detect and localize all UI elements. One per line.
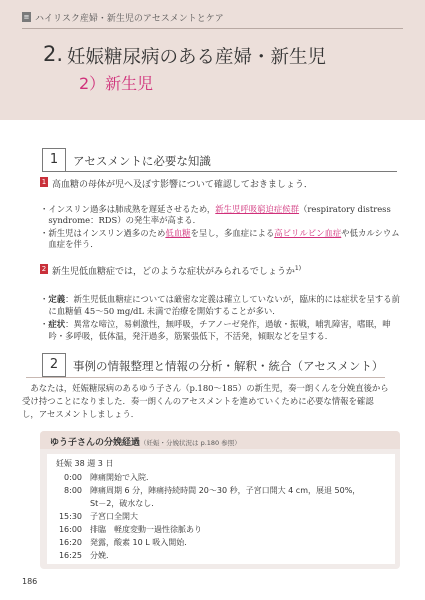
panel-note: （妊娠・分娩状況は p.180 参照） (140, 439, 241, 447)
page-number: 186 (22, 577, 38, 586)
definition-cont: に血糖値 45～50 mg/dL 未満で治療を開始することが多い． (40, 306, 281, 316)
section1-number: 1 (42, 148, 66, 172)
section1-title: アセスメントに必要な知識 (73, 154, 211, 168)
symptom-label: 症状 (48, 319, 66, 329)
question1-text: 高血糖の母体が児へ及ぼす影響について確認しておきましょう． (52, 180, 313, 190)
gestation-day: 妊娠 38 週 3 日 (56, 459, 114, 468)
bullet-rds: ・インスリン過多は肺成熟を遅延させるため，新生児呼吸窮迫症候群（respiratory distress (40, 204, 391, 214)
term-hyperbilirubinemia: 高ビリルビン血症 (274, 228, 342, 238)
timeline-row: 8:00 陣痛周期 6 分，陣痛持続時間 20～30 秒，子宮口開大 4 cm，展退 50%， (64, 486, 361, 495)
panel-title: ゆう子さんの分娩経過（妊娠・分娩状況は p.180 参照） (50, 438, 241, 448)
bullet-hypoglycemia-cont: 血症を伴う． (40, 239, 99, 249)
timeline-row: 0:00 陣痛開始で入院． (64, 473, 154, 482)
paragraph-line-3: し，アセスメントしましょう． (22, 409, 140, 419)
question2-text: 新生児低血糖症では，どのような症状がみられるでしょうか$^{1)}$ (52, 265, 302, 277)
timeline-row: 16:20 発露，酸素 10 L 吸入開始． (58, 538, 193, 547)
section2-title: 事例の情報整理と情報の分析・解釈・統合（アセスメント） (73, 359, 384, 373)
question2-badge: 2 (41, 265, 47, 273)
paragraph-line-1: あなたは，妊娠糖尿病のあるゆう子さん（p.180～185）の新生児，奏一朗くんを分娩直後から (22, 383, 389, 393)
symptom-line: ・症状：異常な啼泣，易刺激性，無呼吸，チアノーゼ発作，過敏・振戦，哺乳障害，嗜眠，呻 (40, 319, 391, 329)
chapter-mark-icon: ≡ (23, 12, 30, 21)
header-rule (22, 28, 403, 29)
bullet-rds-cont: syndrome：RDS）の発生率が高まる． (40, 215, 201, 225)
section2-number: 2 (42, 353, 66, 377)
timeline-row: 16:00 排臨 軽度変動一過性徐脈あり (58, 525, 202, 534)
timeline-row: St－2，破水なし． (90, 499, 160, 508)
chapter-number: 2. (43, 42, 64, 66)
running-title: ハイリスク産婦・新生児のアセスメントとケア (35, 13, 224, 24)
timeline-row: 16:25 分娩． (58, 551, 114, 560)
timeline-row: 15:30 子宮口全開大 (58, 512, 138, 521)
term-hypoglycemia: 低血糖 (165, 228, 191, 238)
section2-rule (26, 377, 385, 378)
paragraph-line-2: 受け持つことになりました．奏一朗くんのアセスメントを進めていくために必要な情報を確認 (22, 396, 374, 406)
symptom-cont: 吟・多呼吸，低体温，発汗過多，筋緊張低下，不活発，傾眠などを呈する． (40, 331, 334, 341)
definition-line: ・定義：新生児低血糖症については厳密な定義は確立していないが，臨床的には症状を呈する前 (40, 294, 400, 304)
chapter-title: 妊娠糖尿病のある産婦・新生児 (67, 47, 327, 68)
term-rds: 新生児呼吸窮迫症候群 (215, 204, 300, 214)
chapter-subtitle: 2）新生児 (79, 74, 154, 93)
reference-mark: 1) (294, 265, 302, 272)
question1-badge: 1 (41, 178, 47, 186)
bullet-hypoglycemia: ・新生児はインスリン過多のため低血糖を呈し，多血症による高ビリルビン血症や低カルシウム (40, 228, 400, 238)
definition-label: 定義 (48, 294, 66, 304)
running-header (22, 10, 224, 24)
section1-rule (42, 171, 397, 172)
